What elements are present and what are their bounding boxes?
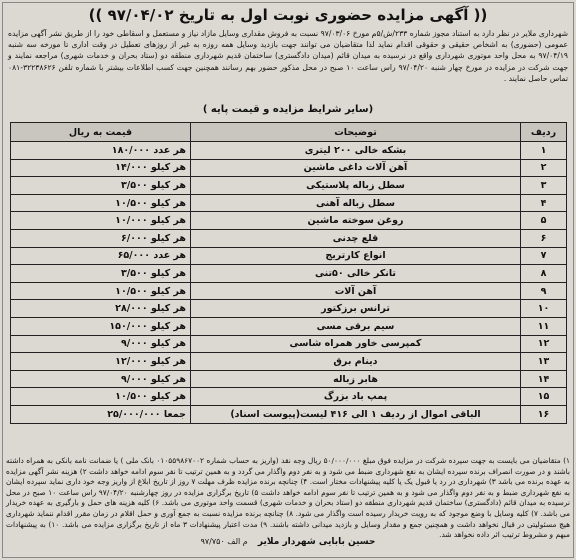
row-number: ۱۵ (521, 388, 567, 406)
item-price: هر عدد ۱۸۰/۰۰۰ (11, 142, 191, 160)
row-number: ۵ (521, 212, 567, 230)
item-price: جمعا ۲۵/۰۰۰/۰۰۰ (11, 405, 191, 423)
table-row (11, 300, 567, 318)
items-table (10, 122, 567, 424)
row-number: ۴ (521, 194, 567, 212)
conditions-subtitle: (سایر شرایط مزایده و قیمت پایه ) (202, 104, 374, 115)
table-row (11, 282, 567, 300)
notice-title: (( آگهی مزایده حضوری نوبت اول به تاریخ ۹۷/۰۴/۰۲ )) (88, 6, 488, 24)
mayor-name: حسین بابایی شهردار ملایر (257, 537, 376, 547)
row-number: ۱۱ (521, 317, 567, 335)
item-description: آهن آلات داغی ماشین (191, 159, 521, 177)
conditions-notes: ۱) متقاضیان می بایست به جهت سپرده شرکت در مزایده فوق مبلغ ۵۰/۰۰۰/۰۰۰ ریال وجه نقد (واریز به حساب شماره ۰۱۰۵۵۹۸۶۷۰۰۲ بانک ملی ) یا ضمانت نامه بانکی به همراه داشته باشند و در صورت انصراف برنده سپرده ایشان به نفع شهرداری ضبط می شود و به نفر دوم واگذار می گردد و به همین ترتیب تا نفر سوم ادامه خواهد داشت ۲) هزینه نشر آگهی مزایده به عهده برنده می باشد ۳) شهرداری در رد یا قبول یک یا کلیه پیشنهادات مختار است. ۴) چنانچه برنده مزایده ظرف مهلت ۷ روز از تاریخ ابلاغ از واریز وجه خود داری نماید سپرده ایشان به نفع شهرداری ضبط و به نفر دوم واگذار می شود و به همین ترتیب تا نفر سوم ادامه خواهد داشت ۵) تاریخ برگزاری مزایده در روز چهارشنبه ۹۷/۰۴/۲۰ راس ساعت ۱۰ صبح در محل نرسیده به میدان قائم (دادگستری) ساختمان قدیم شهرداری منطقه دو (ستاد بحران و خدمات شهری) قسمت واحد موتوری می باشد. ۶) کلیه هزینه های حمل و بارگیری به عهده خریدار می باشد. ۷) کلیه وسایل با وضع موجود که به رویت خریدار رسیده است واگذار می شود. ۸) چنانچه برنده مزایده نسبت به جمع آوری و حمل اقلام در زمان مقرر اقدام ننماید شهرداری هیچ مسئولیتی در قبال نخواهد داشت و همچنین جمع و مقدار وسایل و بازدید میدانی داشته باشند. ۹) مدت اعتبار پیشنهادات ۳ ماه از تاریخ برگزاری مزایده می باشد. ۱۰) به پیشنهادات مبهم و مشروط ترتیب اثر داده نخواهد شد. (6, 456, 571, 540)
row-number: ۱۳ (521, 353, 567, 371)
row-number: ۲ (521, 159, 567, 177)
table-row (11, 212, 567, 230)
item-description: سطل زباله پلاستیکی (191, 177, 521, 195)
item-price: هر کیلو ۱۰/۵۰۰ (11, 194, 191, 212)
item-price: هر کیلو ۱۰/۵۰۰ (11, 282, 191, 300)
item-description: تانکر خالی ۵۰تنی (191, 265, 521, 283)
item-price: هر کیلو ۱۴/۰۰۰ (11, 159, 191, 177)
item-description: انواع کارتریج (191, 247, 521, 265)
table-row (11, 159, 567, 177)
table-row (11, 194, 567, 212)
item-description: قلع چدنی (191, 229, 521, 247)
item-description: کمپرسی خاور همراه شاسی (191, 335, 521, 353)
row-number: ۱ (521, 142, 567, 160)
table-row (11, 353, 567, 371)
item-price: هر کیلو ۶/۰۰۰ (11, 229, 191, 247)
item-price: هر کیلو ۳/۵۰۰ (11, 265, 191, 283)
signature-block (10, 536, 566, 548)
row-number: ۱۶ (521, 405, 567, 423)
item-description: سطل زباله آهنی (191, 194, 521, 212)
table-row (11, 388, 567, 406)
table-row (11, 370, 567, 388)
row-number: ۱۴ (521, 370, 567, 388)
item-price: هر کیلو ۹/۰۰۰ (11, 370, 191, 388)
table-row (11, 142, 567, 160)
intro-paragraph: شهرداری ملایر در نظر دارد به استناد مجوز شماره ۲۳۳/ش/۵م مورخ ۹۷/۰۳/۰۶ نسبت به فروش مقداری وسایل مازاد نیاز و مستعمل و اسقاطی خود را از طریق نشر آگهی مزایده عمومی (حضوری) به اشخاص حقیقی و حقوقی اقدام نماید لذا متقاضیان می توانند جهت بازدید وسایل همه روزه به غیر از روزهای تعطیل در وقت اداری تا مورخه سه شنبه ۹۷/۰۴/۱۹ به محل واحد موتوری شهرداری واقع در نرسیده به میدان قائم (میدان دادگستری) ساختمان قدیم شهرداری منطقه دو (ستاد بحران و خدمات شهری) مراجعه نمایند و جهت شرکت در مزایده در مورخ چهار شنبه ۹۷/۰۴/۲۰ راس ساعت ۱۰ صبح در محل مذکور حضور بهم رسانند همچنین جهت کسب اطلاعات بیشتر با شماره تلفن ۳۲۲۳۸۶۲۶-۰۸۱ تماس حاصل نمایند . (8, 29, 569, 83)
row-number: ۷ (521, 247, 567, 265)
header-row-number: ردیف (521, 123, 567, 142)
item-price: هر کیلو ۱۰/۵۰۰ (11, 388, 191, 406)
table-row (11, 317, 567, 335)
item-price: هر کیلو ۱۲/۰۰۰ (11, 353, 191, 371)
item-price: هر کیلو ۱۵۰/۰۰۰ (11, 317, 191, 335)
row-number: ۹ (521, 282, 567, 300)
table-row (11, 177, 567, 195)
row-number: ۸ (521, 265, 567, 283)
item-price: هر کیلو ۹/۰۰۰ (11, 335, 191, 353)
table-header-row (11, 123, 567, 142)
item-price: هر کیلو ۳/۵۰۰ (11, 177, 191, 195)
header-price: قیمت به ریال (11, 123, 191, 142)
row-number: ۱۲ (521, 335, 567, 353)
item-description: دینام برق (191, 353, 521, 371)
item-description: بشکه خالی ۲۰۰ لیتری (191, 142, 521, 160)
table-row (11, 247, 567, 265)
item-description: آهن آلات (191, 282, 521, 300)
item-description: پمپ باد بزرگ (191, 388, 521, 406)
table-row (11, 265, 567, 283)
table-row (11, 335, 567, 353)
row-number: ۱۰ (521, 300, 567, 318)
header-description: توضیحات (191, 123, 521, 142)
table-body (11, 142, 567, 424)
item-description: سیم برقی مسی (191, 317, 521, 335)
item-price: هر عدد ۶۵/۰۰۰ (11, 247, 191, 265)
table-row (11, 405, 567, 423)
publication-code: م الف ۹۷/۷۵۰ (200, 537, 248, 546)
item-description: الباقی اموال از ردیف ۱ الی ۴۱۶ لیست(پیوست اسناد) (191, 405, 521, 423)
item-description: روغن سوخته ماشین (191, 212, 521, 230)
item-description: هابر زباله (191, 370, 521, 388)
table-row (11, 229, 567, 247)
item-description: ترانس برزکتور (191, 300, 521, 318)
row-number: ۶ (521, 229, 567, 247)
row-number: ۳ (521, 177, 567, 195)
item-price: هر کیلو ۱۰/۰۰۰ (11, 212, 191, 230)
item-price: هر کیلو ۲۸/۰۰۰ (11, 300, 191, 318)
